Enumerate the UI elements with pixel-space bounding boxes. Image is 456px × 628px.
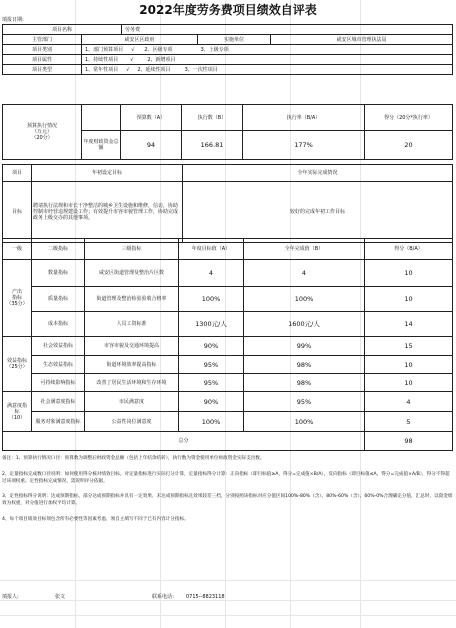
row-score bbox=[364, 286, 453, 312]
goal-planned-text-span: 聘请执行法规和市长干净整洁的城乡卫生设施和维修，信访，协助控制市经营违规建设工作；有效提升市容市貌管理工作，协助完成政务上级交办的其他事项。 bbox=[33, 203, 179, 221]
total-label-text: 总分 bbox=[178, 438, 189, 444]
row-lvl2 bbox=[31, 311, 85, 337]
budget-col-rate-text: 执行率（B/A） bbox=[286, 114, 321, 121]
note-1: 备注：1、预算执行情况口径：预算数为调整后财政资金总额（包括上年结余结转），执行数为资金使用单位财政资金实际支出数。 bbox=[2, 456, 265, 461]
row-actual-text: 98% bbox=[296, 360, 312, 369]
grid-line bbox=[0, 600, 456, 601]
row-target bbox=[178, 373, 244, 392]
row-score-text: 10 bbox=[404, 378, 413, 387]
budget-value-text: 94 bbox=[146, 141, 156, 149]
row-lvl3 bbox=[84, 373, 179, 392]
row-score bbox=[364, 311, 453, 337]
benefit-indicator-label-text: 效益指标 bbox=[6, 358, 27, 364]
impl-value-text: 咸安区城市管理执法局 bbox=[336, 36, 387, 43]
row-lvl2 bbox=[31, 259, 85, 287]
rate-value bbox=[242, 130, 365, 160]
row-lvl2 bbox=[31, 411, 85, 432]
goal-actual-text-span: 较好的完成年初工作目标 bbox=[289, 209, 345, 215]
project-name-label-text: 项目名称 bbox=[51, 26, 72, 33]
row-target-text: 95% bbox=[203, 378, 219, 387]
row-score bbox=[364, 373, 453, 392]
budget-row-label bbox=[81, 130, 121, 160]
header-target-text: 年度目标值（A） bbox=[191, 246, 231, 252]
row-score-text: 10 bbox=[404, 269, 413, 277]
row-lvl2-text: 生态效益指标 bbox=[42, 361, 73, 368]
row-score-text: 10 bbox=[404, 295, 413, 303]
exec-value-text: 166.81 bbox=[200, 141, 224, 149]
budget-value bbox=[120, 130, 182, 160]
row-score-text: 15 bbox=[404, 342, 413, 350]
total-value bbox=[364, 431, 453, 451]
row-actual-text: 100% bbox=[294, 295, 314, 303]
row-lvl3 bbox=[84, 411, 179, 432]
row-lvl2 bbox=[31, 355, 85, 374]
goal-item-header bbox=[2, 164, 32, 182]
nature-check-mark: √ bbox=[130, 56, 134, 63]
category-label-text: 项目类别 bbox=[31, 46, 52, 53]
row-target bbox=[178, 355, 244, 374]
filler-name: 张文 bbox=[55, 594, 66, 600]
goal-planned-header-text: 年初设定目标 bbox=[91, 170, 122, 176]
fill-date-label: 填报日期: bbox=[2, 17, 24, 23]
row-lvl3-text: 人员工资标准 bbox=[116, 321, 147, 327]
row-lvl2-text: 质量指标 bbox=[47, 296, 68, 302]
category-option-2: 2、区级专项 bbox=[144, 46, 173, 53]
row-lvl3-text: 市民满意度 bbox=[118, 398, 144, 405]
budget-col-b bbox=[181, 104, 243, 131]
row-lvl3 bbox=[84, 391, 179, 412]
phone-value: 0715--8823118 bbox=[186, 594, 225, 600]
budget-score-value-text: 20 bbox=[404, 141, 413, 149]
budget-col-rate bbox=[242, 104, 365, 131]
goal-label bbox=[2, 181, 32, 243]
row-actual-text: 1600元/人 bbox=[288, 320, 320, 328]
row-target-text: 4 bbox=[208, 269, 214, 277]
dept-label-text: 主管部门 bbox=[31, 36, 52, 43]
type-option-1: 1、常年性项目 bbox=[85, 66, 119, 73]
budget-label bbox=[2, 104, 82, 160]
rate-value-text: 177% bbox=[294, 141, 313, 149]
row-target-text: 100% bbox=[201, 417, 221, 426]
type-label bbox=[2, 64, 82, 75]
header-lvl1 bbox=[2, 238, 32, 260]
goal-item-header-text: 项目 bbox=[11, 170, 22, 176]
row-score-text: 4 bbox=[406, 397, 411, 406]
row-target-text: 90% bbox=[203, 397, 219, 406]
row-lvl2-text: 成本指标 bbox=[47, 321, 68, 327]
header-lvl2-text: 二级指标 bbox=[47, 246, 68, 252]
category-option-3: 3、上级专项 bbox=[200, 46, 229, 53]
budget-label-line3: （20分） bbox=[31, 135, 53, 141]
row-actual bbox=[243, 355, 365, 374]
row-score bbox=[364, 391, 453, 412]
header-score bbox=[364, 238, 453, 260]
impl-label-text: 实施单位 bbox=[223, 36, 244, 43]
row-lvl3-text: 咸安区街道管理及整治片区数 bbox=[98, 270, 164, 276]
note-4: 4、每个项目绩效目标须包含所有必要性等因素考虑，须自主填写不同于已有内容计分指标。 bbox=[2, 517, 189, 522]
note-2: 2、定量指标完成数口径说明：如何使用得分核对绩效目标。对定量指标进行实际打分计算，定量指标得分计算：正向指标（即目标值≥A，得分=完成值×B/A），反向指标（即目标值≤A，得分=完成值×A/B），得分不得超过该项权重。定性指标完成情况，需说明评分依据。 bbox=[2, 472, 450, 484]
nature-label-text: 项目属性 bbox=[31, 56, 52, 63]
row-lvl2-text: 社会满意度指标 bbox=[40, 398, 76, 405]
row-lvl2-text: 社会效益指标 bbox=[42, 343, 73, 349]
budget-col-a bbox=[120, 104, 182, 131]
budget-row-label-text: 年度财政资金总额 bbox=[83, 139, 119, 151]
benefit-indicator-label bbox=[2, 336, 32, 392]
row-lvl2 bbox=[31, 286, 85, 312]
header-score-text: 得分（B/A） bbox=[394, 246, 423, 252]
nature-option-1: 1、持续性项目 bbox=[85, 56, 119, 63]
row-lvl3 bbox=[84, 336, 179, 356]
row-target bbox=[178, 411, 244, 432]
total-label bbox=[2, 431, 365, 451]
type-label-text: 项目类型 bbox=[31, 66, 52, 73]
dept-value-text: 咸安区区政府 bbox=[124, 36, 155, 43]
nature-option-2: 2、新增项目 bbox=[147, 56, 176, 63]
row-lvl2-text: 数量指标 bbox=[47, 270, 68, 276]
row-score bbox=[364, 336, 453, 356]
row-actual-text: 99% bbox=[296, 342, 312, 350]
budget-label-line2: （万元） bbox=[31, 129, 52, 135]
header-target bbox=[178, 238, 244, 260]
type-options bbox=[81, 64, 453, 75]
row-lvl3 bbox=[84, 286, 179, 312]
row-actual bbox=[243, 411, 365, 432]
satisfaction-indicator-label bbox=[2, 391, 32, 432]
row-actual-text: 100% bbox=[294, 417, 314, 426]
row-lvl2 bbox=[31, 391, 85, 412]
row-lvl2-text: 可持续影响指标 bbox=[40, 379, 76, 386]
row-lvl3 bbox=[84, 311, 179, 337]
row-lvl3 bbox=[84, 355, 179, 374]
row-actual bbox=[243, 311, 365, 337]
row-actual-text: 95% bbox=[296, 397, 312, 406]
budget-col-score bbox=[364, 104, 453, 131]
row-actual bbox=[243, 373, 365, 392]
goal-actual-header bbox=[182, 164, 453, 182]
row-target bbox=[178, 336, 244, 356]
row-actual bbox=[243, 259, 365, 287]
row-lvl3-text: 市容市貌及交通环境提高 bbox=[103, 343, 159, 349]
row-lvl2 bbox=[31, 373, 85, 392]
budget-col-b-text: 执行数（B） bbox=[197, 114, 227, 121]
budget-label-line1: 预算执行情况 bbox=[26, 123, 57, 129]
project-name-value-text: 劳务费 bbox=[125, 26, 141, 33]
type-check-mark: √ bbox=[126, 66, 130, 73]
header-lvl3 bbox=[84, 238, 179, 260]
row-target bbox=[178, 311, 244, 337]
row-lvl3-text: 公益性岗位满意度 bbox=[111, 418, 152, 425]
row-target-text: 100% bbox=[201, 295, 221, 303]
header-lvl1-text: 一级 bbox=[11, 246, 22, 252]
row-score bbox=[364, 259, 453, 287]
budget-col-score-text: 得分（20分*执行率） bbox=[384, 114, 433, 121]
row-score bbox=[364, 411, 453, 432]
row-target bbox=[178, 391, 244, 412]
type-option-2: 2、延续性项目 bbox=[137, 66, 171, 73]
row-lvl3-text: 街道管理及整治检验验收合格率 bbox=[96, 296, 167, 302]
page-title: 2022年度劳务费项目绩效自评表 bbox=[139, 3, 317, 17]
row-lvl3-text: 街道环境效率提高指标 bbox=[106, 361, 157, 368]
row-lvl3 bbox=[84, 259, 179, 287]
row-lvl2-text: 服务对象满意度指标 bbox=[35, 418, 81, 425]
type-option-3: 3、一次性项目 bbox=[184, 66, 218, 73]
row-actual-text: 4 bbox=[301, 269, 307, 277]
output-indicator-label bbox=[2, 259, 32, 337]
row-score bbox=[364, 355, 453, 374]
exec-value bbox=[181, 130, 243, 160]
budget-blank bbox=[81, 104, 121, 131]
total-value-text: 98 bbox=[404, 437, 413, 445]
output-indicator-label-text: 产出指标 bbox=[12, 289, 23, 301]
row-target-text: 95% bbox=[203, 360, 219, 369]
note-3: 3、定性指标得分说明：达成预期指标，部分达成预期指标并具有一定效果、未达成预期指标且效果较差三档，分别按照该指标对应分值区间100%-80%（含）、80%-60%（含）、60%-0%合理确定分值，汇总时，以資金绩效为权重，对分值进行加权平均计算。 bbox=[2, 494, 453, 506]
row-score-text: 10 bbox=[404, 360, 413, 369]
row-score-text: 14 bbox=[404, 320, 413, 328]
goal-actual-header-text: 全年实际完成情况 bbox=[297, 170, 338, 176]
satisfaction-indicator-label-text: 满意度指标 bbox=[6, 402, 27, 415]
satisfaction-indicator-score-text: （10） bbox=[8, 414, 26, 421]
row-target bbox=[178, 286, 244, 312]
budget-score-value bbox=[364, 130, 453, 160]
budget-col-a-text: 预算数（A） bbox=[136, 114, 166, 121]
row-actual bbox=[243, 286, 365, 312]
row-score-text: 5 bbox=[406, 417, 411, 426]
row-actual-text: 98% bbox=[296, 378, 312, 387]
grid-line bbox=[0, 615, 456, 616]
goal-label-text: 目标 bbox=[11, 209, 22, 215]
row-target bbox=[178, 259, 244, 287]
output-indicator-score-text: （35分） bbox=[6, 301, 28, 307]
grid-line bbox=[0, 580, 456, 581]
goal-planned-text bbox=[31, 181, 183, 243]
row-target-text: 90% bbox=[203, 342, 219, 350]
row-target-text: 1300元/人 bbox=[195, 320, 227, 328]
category-option-1: 1、部门预算项目 bbox=[85, 46, 124, 53]
row-lvl2 bbox=[31, 336, 85, 356]
goal-planned-header bbox=[31, 164, 183, 182]
filler-label: 填报人: bbox=[2, 594, 19, 600]
goal-actual-text bbox=[182, 181, 453, 243]
category-check-mark: √ bbox=[131, 46, 135, 53]
benefit-indicator-score-text: （25分） bbox=[6, 364, 28, 370]
row-actual bbox=[243, 391, 365, 412]
row-actual bbox=[243, 336, 365, 356]
header-actual-text: 全年完成值（B） bbox=[284, 246, 324, 252]
row-lvl3-text: 改善了居民生活环境和生存环境 bbox=[96, 379, 167, 386]
header-lvl3-text: 三级指标 bbox=[121, 246, 142, 252]
header-actual bbox=[243, 238, 365, 260]
header-lvl2 bbox=[31, 238, 85, 260]
phone-label: 联系电话： bbox=[152, 594, 178, 600]
